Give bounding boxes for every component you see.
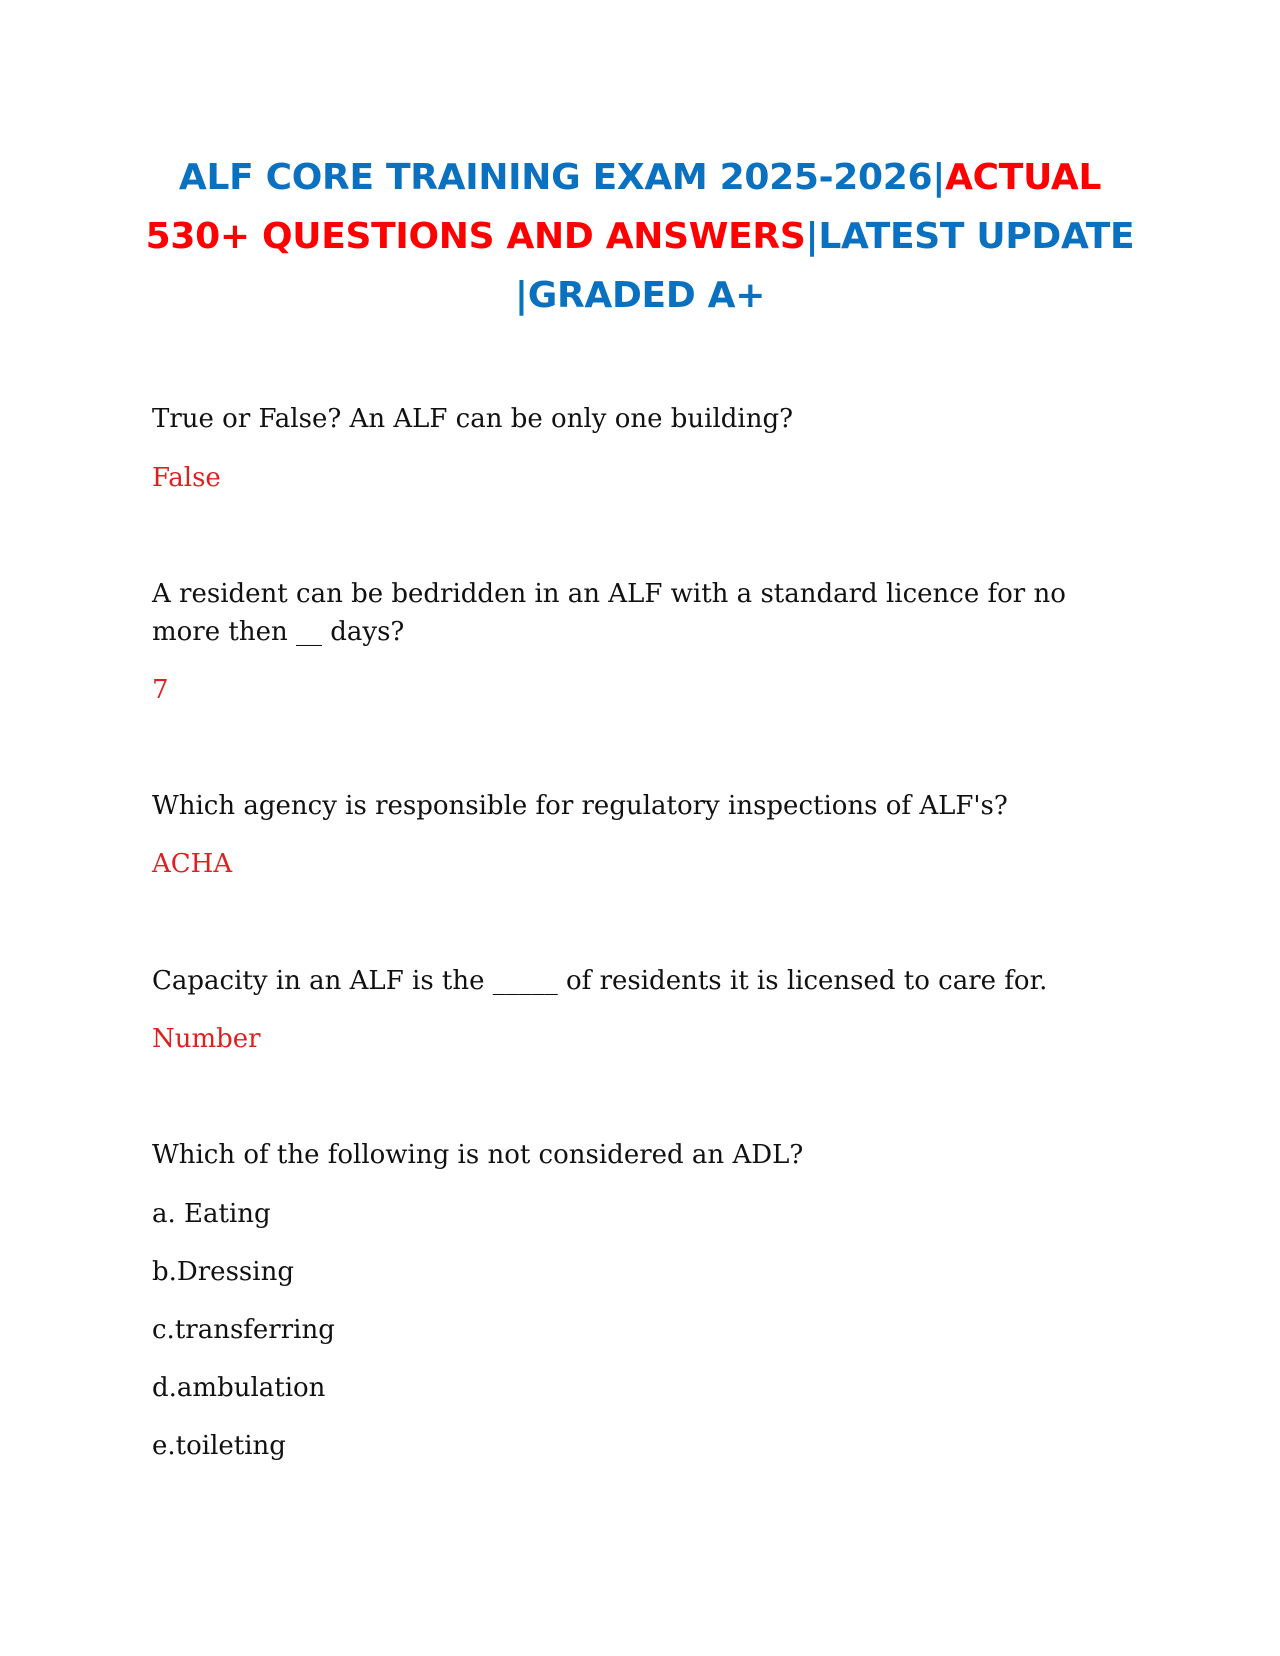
answer-4: Number: [152, 1024, 261, 1054]
option-b: b.Dressing: [152, 1257, 294, 1287]
option-a: a. Eating: [152, 1199, 271, 1229]
document-title: [140, 148, 1140, 325]
answer-2: 7: [152, 675, 169, 705]
question-5: Which of the following is not considered an ADL?: [152, 1140, 804, 1170]
title-line1-blue: ALF CORE TRAINING EXAM 2025-2026|: [178, 157, 946, 198]
question-2: A resident can be bedridden in an ALF with a standard licence for no more then __ days?: [152, 579, 1066, 647]
title-line1-red: ACTUAL: [945, 157, 1102, 198]
question-4: Capacity in an ALF is the _____ of residents it is licensed to care for.: [152, 966, 1048, 996]
option-e: e.toileting: [152, 1431, 286, 1461]
question-3: Which agency is responsible for regulatory inspections of ALF's?: [152, 791, 1008, 821]
option-d: d.ambulation: [152, 1373, 326, 1403]
title-line3-blue: |GRADED A+: [514, 275, 766, 316]
title-line2-red: 530+ QUESTIONS AND ANSWERS: [145, 216, 806, 257]
option-c: c.transferring: [152, 1315, 335, 1345]
answer-1: False: [152, 463, 221, 493]
answer-3: ACHA: [152, 849, 233, 879]
question-1: True or False? An ALF can be only one building?: [152, 404, 794, 434]
title-line2-blue: |LATEST UPDATE: [805, 216, 1135, 257]
